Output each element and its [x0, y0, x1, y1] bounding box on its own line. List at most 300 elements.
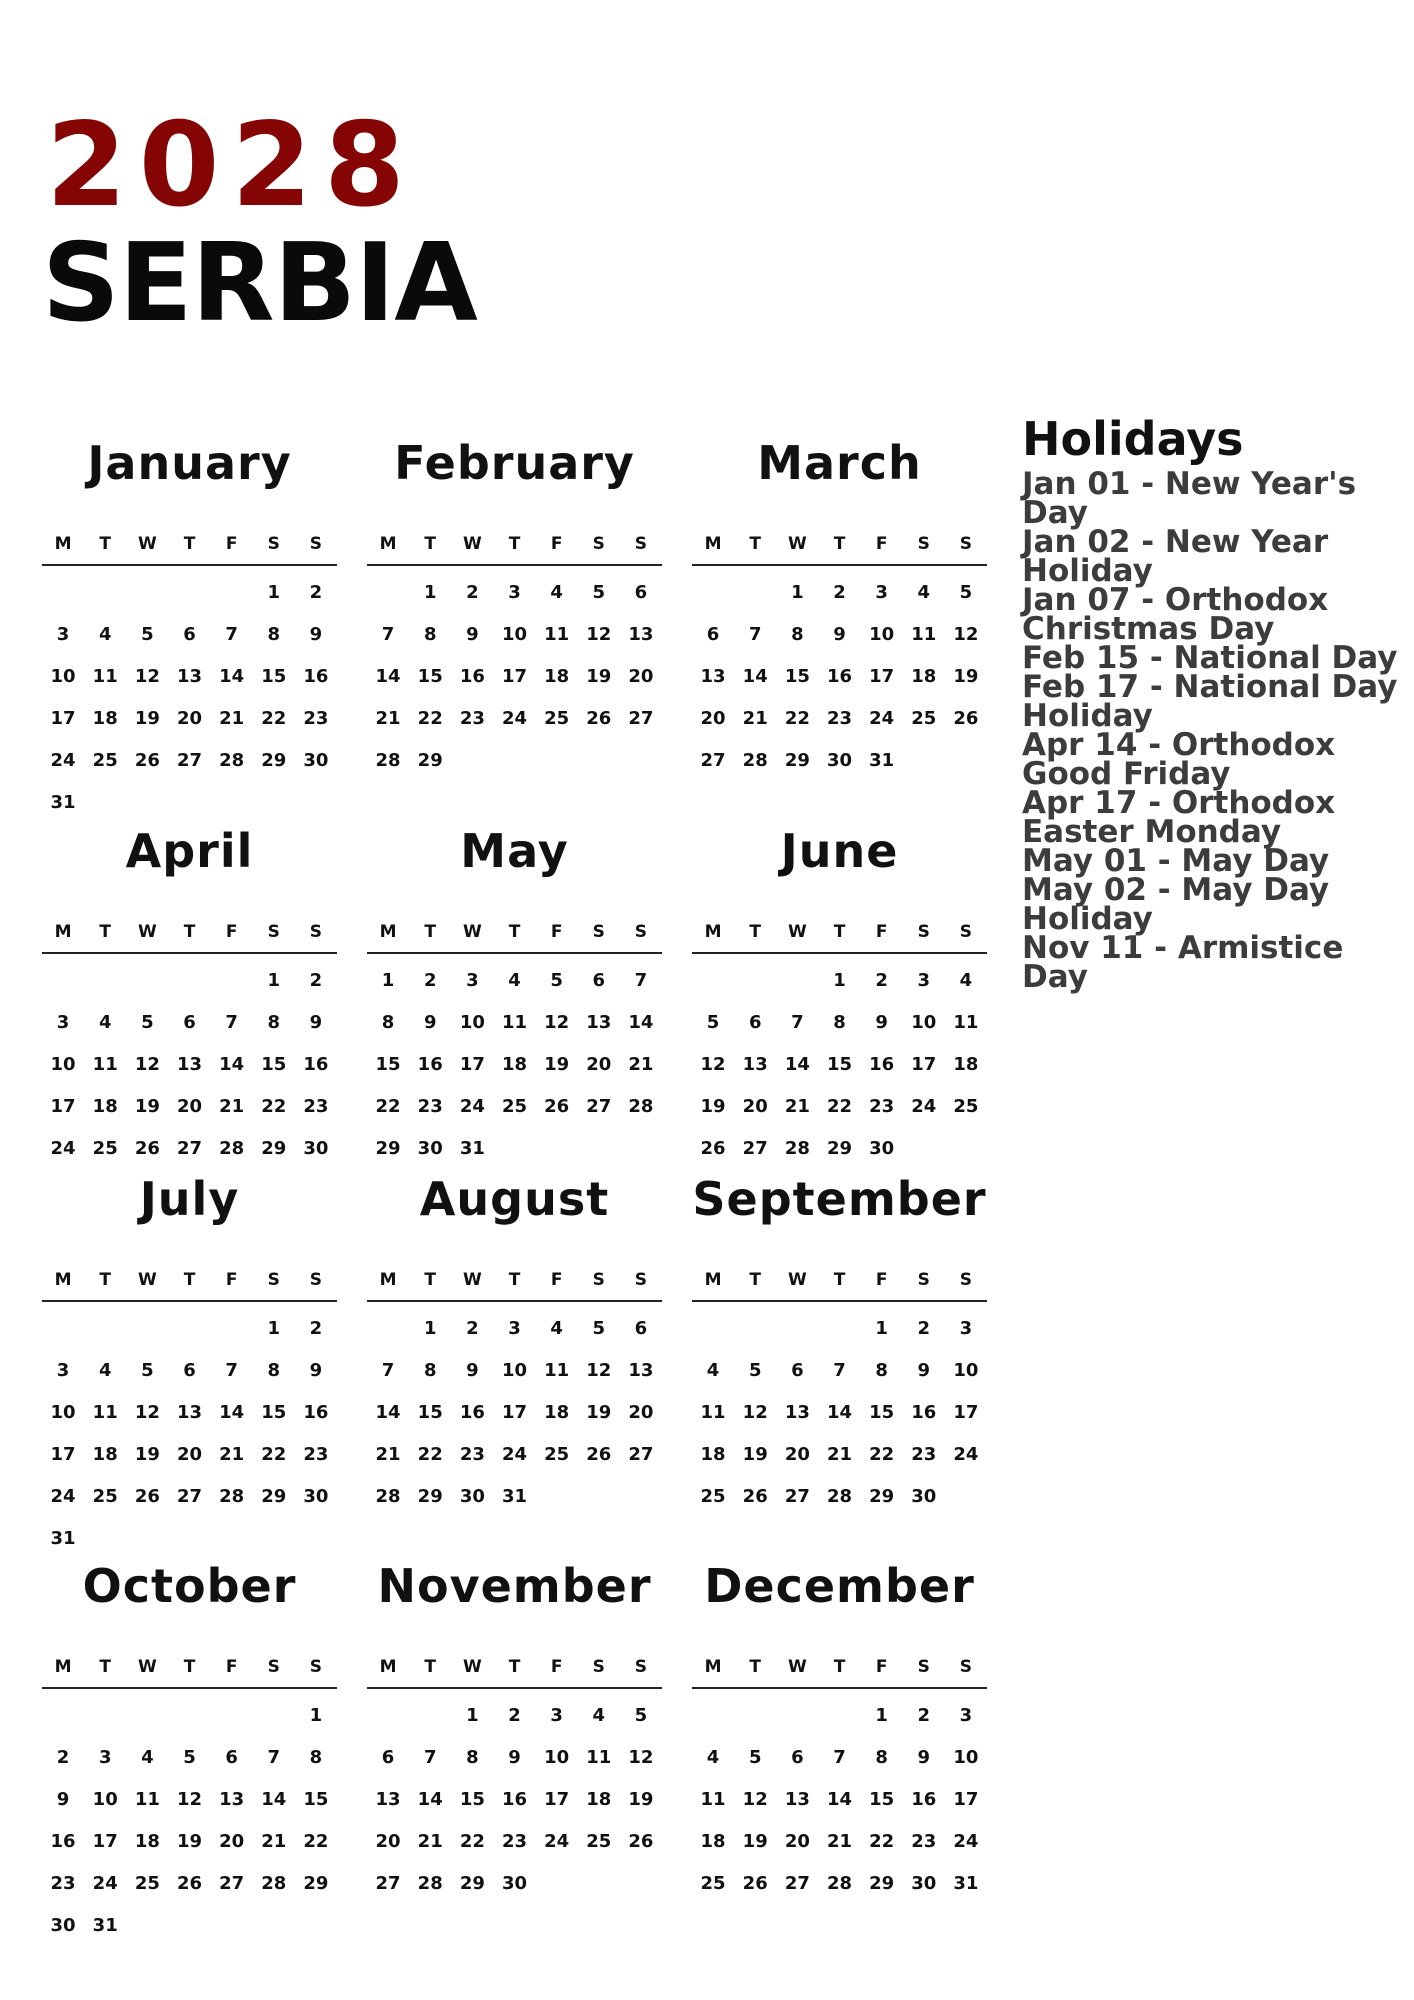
weekday-label: W: [137, 534, 157, 554]
weekday-label: S: [309, 1657, 323, 1677]
day-cell: 22: [869, 1444, 895, 1465]
weekday-label: S: [592, 922, 605, 942]
day-cell: 28: [219, 1138, 245, 1159]
day-cell: 13: [700, 666, 726, 687]
weekday-header: [692, 1657, 987, 1689]
day-cell: 6: [225, 1747, 238, 1768]
empty-day-cell: [211, 1308, 253, 1350]
empty-day-cell: [84, 1308, 126, 1350]
day-cell: 1: [423, 582, 437, 603]
day-cell: 4: [550, 582, 563, 603]
day-cell: 1: [267, 970, 281, 991]
day-cell: 6: [748, 1012, 762, 1033]
day-cell: 15: [869, 1789, 895, 1810]
days-grid: [42, 1308, 337, 1560]
day-cell: 19: [628, 1789, 654, 1810]
day-cell: 8: [267, 1360, 281, 1381]
holiday-item: Feb 17 - National Day Holiday: [1022, 669, 1398, 734]
weekday-label: F: [550, 922, 563, 942]
day-cell: 31: [869, 750, 895, 771]
month-june: [692, 824, 987, 1170]
day-cell: 27: [375, 1873, 401, 1894]
weekday-label: S: [309, 534, 323, 554]
weekday-label: F: [225, 1657, 238, 1677]
day-cell: 26: [742, 1873, 768, 1894]
holidays-title: Holidays: [1022, 412, 1244, 466]
day-cell: 12: [953, 624, 979, 645]
day-cell: 3: [56, 624, 70, 645]
day-cell: 4: [98, 1360, 112, 1381]
weekday-label: S: [267, 534, 280, 554]
day-cell: 12: [742, 1402, 768, 1423]
day-cell: 27: [219, 1873, 245, 1894]
month-july: [42, 1172, 337, 1560]
weekday-header: [692, 1270, 987, 1302]
day-cell: 10: [911, 1012, 937, 1033]
empty-day-cell: [776, 960, 818, 1002]
day-cell: 1: [423, 1318, 437, 1339]
day-cell: 9: [423, 1012, 437, 1033]
day-cell: 7: [634, 970, 648, 991]
day-cell: 30: [911, 1873, 937, 1894]
weekday-label: T: [183, 922, 196, 942]
day-cell: 30: [303, 1138, 329, 1159]
empty-day-cell: [211, 960, 253, 1002]
day-cell: 9: [309, 1012, 323, 1033]
weekday-label: S: [267, 1270, 280, 1290]
day-cell: 3: [466, 970, 479, 991]
day-cell: 20: [784, 1444, 810, 1465]
day-cell: 21: [628, 1054, 654, 1075]
day-cell: 13: [628, 1360, 654, 1381]
day-cell: 17: [911, 1054, 937, 1075]
weekday-label: F: [225, 1270, 238, 1290]
day-cell: 11: [911, 624, 937, 645]
day-cell: 15: [261, 1054, 287, 1075]
day-cell: 10: [50, 1402, 76, 1423]
day-cell: 20: [742, 1096, 768, 1117]
day-cell: 23: [459, 1444, 485, 1465]
day-cell: 14: [628, 1012, 654, 1033]
day-cell: 24: [50, 1138, 76, 1159]
day-cell: 14: [826, 1789, 853, 1810]
day-cell: 9: [309, 1360, 323, 1381]
weekday-label: T: [833, 922, 846, 942]
days-grid: [692, 1308, 987, 1518]
day-cell: 17: [953, 1402, 979, 1423]
day-cell: 25: [134, 1873, 160, 1894]
month-name: February: [394, 436, 635, 490]
month-name: November: [377, 1559, 652, 1613]
day-cell: 26: [586, 1444, 612, 1465]
day-cell: 1: [833, 970, 846, 991]
weekday-label: F: [225, 534, 238, 554]
day-cell: 23: [459, 708, 485, 729]
day-cell: 10: [501, 1360, 528, 1381]
day-cell: 22: [459, 1831, 485, 1852]
weekday-label: T: [424, 1657, 437, 1677]
day-cell: 23: [501, 1831, 528, 1852]
weekday-label: T: [99, 1657, 112, 1677]
weekday-label: M: [54, 534, 72, 554]
day-cell: 26: [700, 1138, 726, 1159]
day-cell: 6: [791, 1360, 804, 1381]
month-name: April: [125, 824, 254, 878]
day-cell: 17: [544, 1789, 570, 1810]
day-cell: 9: [833, 624, 846, 645]
holiday-item: May 01 - May Day: [1022, 843, 1330, 879]
day-cell: 21: [742, 708, 768, 729]
day-cell: 7: [381, 624, 395, 645]
day-cell: 26: [742, 1486, 768, 1507]
weekday-header: [692, 534, 987, 566]
day-cell: 7: [833, 1360, 846, 1381]
weekday-label: S: [309, 922, 323, 942]
day-cell: 7: [225, 1012, 238, 1033]
holiday-item: Apr 17 - Orthodox Easter Monday: [1022, 785, 1336, 850]
empty-day-cell: [692, 960, 734, 1002]
day-cell: 5: [183, 1747, 196, 1768]
days-grid: [692, 572, 987, 782]
day-cell: 30: [501, 1873, 528, 1894]
weekday-label: W: [787, 1657, 807, 1677]
day-cell: 6: [381, 1747, 395, 1768]
month-name: May: [460, 824, 569, 878]
day-cell: 26: [953, 708, 979, 729]
day-cell: 8: [423, 1360, 437, 1381]
day-cell: 5: [959, 582, 973, 603]
day-cell: 19: [742, 1831, 768, 1852]
day-cell: 12: [586, 624, 612, 645]
day-cell: 2: [56, 1747, 70, 1768]
weekday-label: F: [550, 1270, 563, 1290]
day-cell: 31: [459, 1138, 485, 1159]
day-cell: 3: [508, 1318, 521, 1339]
day-cell: 27: [586, 1096, 612, 1117]
day-cell: 14: [417, 1789, 443, 1810]
day-cell: 13: [176, 1402, 203, 1423]
day-cell: 17: [92, 1831, 118, 1852]
day-cell: 31: [50, 1528, 76, 1549]
month-name: September: [692, 1172, 987, 1226]
day-cell: 22: [826, 1096, 853, 1117]
day-cell: 26: [134, 750, 160, 771]
weekday-label: S: [917, 922, 930, 942]
day-cell: 1: [875, 1705, 888, 1726]
day-cell: 8: [875, 1747, 888, 1768]
day-cell: 20: [375, 1831, 401, 1852]
day-cell: 9: [466, 1360, 479, 1381]
day-cell: 17: [953, 1789, 979, 1810]
month-january: [42, 436, 337, 824]
day-cell: 22: [784, 708, 810, 729]
weekday-label: F: [875, 534, 888, 554]
weekday-label: T: [99, 1270, 112, 1290]
day-cell: 5: [592, 1318, 606, 1339]
day-cell: 2: [466, 582, 479, 603]
day-cell: 20: [586, 1054, 612, 1075]
day-cell: 17: [50, 1444, 76, 1465]
day-cell: 18: [586, 1789, 612, 1810]
day-cell: 10: [544, 1747, 570, 1768]
day-cell: 19: [742, 1444, 768, 1465]
day-cell: 8: [875, 1360, 888, 1381]
weekday-label: W: [462, 1270, 482, 1290]
day-cell: 23: [417, 1096, 443, 1117]
weekday-label: T: [99, 534, 112, 554]
day-cell: 17: [501, 1402, 528, 1423]
empty-day-cell: [168, 572, 210, 614]
weekday-label: S: [634, 1270, 648, 1290]
day-cell: 27: [628, 1444, 654, 1465]
day-cell: 6: [634, 582, 648, 603]
weekday-label: S: [917, 534, 930, 554]
day-cell: 24: [459, 1096, 485, 1117]
month-name: December: [704, 1559, 975, 1613]
day-cell: 31: [50, 792, 76, 813]
day-cell: 7: [381, 1360, 395, 1381]
day-cell: 7: [748, 624, 762, 645]
day-cell: 15: [375, 1054, 401, 1075]
month-september: [692, 1172, 987, 1518]
day-cell: 24: [92, 1873, 118, 1894]
weekday-label: W: [462, 922, 482, 942]
day-cell: 2: [917, 1318, 931, 1339]
month-march: [692, 436, 987, 782]
weekday-label: M: [54, 1657, 72, 1677]
weekday-label: F: [550, 534, 563, 554]
day-cell: 16: [459, 666, 485, 687]
empty-day-cell: [168, 1695, 210, 1737]
day-cell: 10: [50, 1054, 76, 1075]
day-cell: 26: [628, 1831, 654, 1852]
day-cell: 26: [586, 708, 612, 729]
weekday-label: W: [137, 1270, 157, 1290]
day-cell: 21: [219, 708, 245, 729]
day-cell: 23: [869, 1096, 895, 1117]
holiday-item: May 02 - May Day Holiday: [1022, 872, 1330, 937]
day-cell: 21: [826, 1444, 853, 1465]
day-cell: 13: [784, 1789, 810, 1810]
day-cell: 3: [917, 970, 931, 991]
weekday-label: S: [592, 534, 605, 554]
day-cell: 15: [784, 666, 810, 687]
weekday-label: M: [379, 534, 397, 554]
day-cell: 11: [953, 1012, 979, 1033]
day-cell: 18: [92, 1444, 118, 1465]
weekday-label: T: [99, 922, 112, 942]
day-cell: 16: [303, 1054, 329, 1075]
weekday-label: W: [137, 1657, 157, 1677]
day-cell: 15: [417, 1402, 443, 1423]
weekday-label: W: [787, 922, 807, 942]
day-cell: 22: [869, 1831, 895, 1852]
day-cell: 29: [303, 1873, 329, 1894]
day-cell: 5: [141, 1360, 154, 1381]
weekday-header: [367, 1270, 662, 1302]
day-cell: 10: [501, 624, 528, 645]
month-april: [42, 824, 337, 1170]
day-cell: 14: [375, 1402, 401, 1423]
days-grid: [42, 1695, 337, 1947]
day-cell: 27: [176, 1138, 203, 1159]
day-cell: 27: [784, 1486, 810, 1507]
weekday-label: T: [508, 922, 521, 942]
day-cell: 27: [176, 750, 203, 771]
day-cell: 5: [748, 1747, 762, 1768]
day-cell: 20: [628, 1402, 654, 1423]
day-cell: 11: [134, 1789, 160, 1810]
day-cell: 28: [219, 750, 245, 771]
day-cell: 14: [219, 1054, 245, 1075]
day-cell: 23: [911, 1444, 937, 1465]
day-cell: 6: [183, 1012, 196, 1033]
holiday-item: Apr 14 - Orthodox Good Friday: [1022, 727, 1336, 792]
day-cell: 25: [700, 1486, 726, 1507]
day-cell: 11: [700, 1402, 726, 1423]
day-cell: 23: [303, 708, 329, 729]
day-cell: 16: [459, 1402, 485, 1423]
day-cell: 12: [176, 1789, 203, 1810]
holiday-item: Jan 07 - Orthodox Christmas Day: [1022, 582, 1329, 647]
days-grid: [692, 960, 987, 1170]
weekday-label: S: [634, 922, 648, 942]
day-cell: 10: [459, 1012, 485, 1033]
day-cell: 25: [92, 1138, 118, 1159]
day-cell: 28: [219, 1486, 245, 1507]
day-cell: 21: [784, 1096, 810, 1117]
weekday-label: F: [875, 1657, 888, 1677]
weekday-label: T: [183, 1270, 196, 1290]
day-cell: 27: [784, 1873, 810, 1894]
day-cell: 25: [586, 1831, 612, 1852]
day-cell: 15: [261, 666, 287, 687]
day-cell: 29: [826, 1138, 853, 1159]
empty-day-cell: [367, 1695, 409, 1737]
day-cell: 19: [134, 1444, 160, 1465]
day-cell: 15: [303, 1789, 329, 1810]
holidays-panel: [1022, 412, 1402, 995]
day-cell: 13: [586, 1012, 612, 1033]
empty-day-cell: [367, 572, 409, 614]
day-cell: 1: [267, 582, 281, 603]
day-cell: 15: [869, 1402, 895, 1423]
day-cell: 6: [183, 1360, 196, 1381]
day-cell: 18: [544, 1402, 570, 1423]
day-cell: 2: [508, 1705, 521, 1726]
day-cell: 28: [742, 750, 768, 771]
day-cell: 12: [134, 1054, 160, 1075]
day-cell: 31: [953, 1873, 979, 1894]
day-cell: 6: [791, 1747, 804, 1768]
day-cell: 25: [544, 1444, 570, 1465]
weekday-label: T: [424, 922, 437, 942]
weekday-label: T: [183, 534, 196, 554]
empty-day-cell: [126, 960, 168, 1002]
weekday-label: W: [137, 922, 157, 942]
day-cell: 5: [706, 1012, 720, 1033]
day-cell: 1: [381, 970, 395, 991]
day-cell: 2: [875, 970, 888, 991]
weekday-label: S: [959, 1657, 973, 1677]
weekday-label: M: [704, 922, 722, 942]
day-cell: 4: [706, 1360, 720, 1381]
day-cell: 3: [875, 582, 888, 603]
weekday-label: F: [225, 922, 238, 942]
weekday-label: S: [917, 1657, 930, 1677]
day-cell: 25: [501, 1096, 528, 1117]
day-cell: 1: [466, 1705, 479, 1726]
day-cell: 4: [550, 1318, 563, 1339]
weekday-label: F: [550, 1657, 563, 1677]
day-cell: 8: [466, 1747, 479, 1768]
holiday-item: Nov 11 - Armistice Day: [1022, 930, 1344, 995]
day-cell: 30: [826, 750, 853, 771]
day-cell: 4: [508, 970, 521, 991]
days-grid: [367, 572, 662, 782]
weekday-label: S: [959, 534, 973, 554]
day-cell: 25: [953, 1096, 979, 1117]
weekday-label: M: [704, 1657, 722, 1677]
day-cell: 29: [261, 1486, 287, 1507]
day-cell: 4: [959, 970, 973, 991]
day-cell: 28: [261, 1873, 287, 1894]
day-cell: 7: [267, 1747, 281, 1768]
day-cell: 3: [959, 1318, 973, 1339]
day-cell: 16: [417, 1054, 443, 1075]
day-cell: 7: [791, 1012, 804, 1033]
weekday-label: T: [424, 534, 437, 554]
day-cell: 21: [375, 1444, 401, 1465]
day-cell: 1: [309, 1705, 323, 1726]
day-cell: 26: [544, 1096, 570, 1117]
holiday-item: Feb 15 - National Day: [1022, 640, 1398, 676]
weekday-label: T: [833, 1657, 846, 1677]
day-cell: 28: [826, 1873, 853, 1894]
day-cell: 29: [784, 750, 810, 771]
day-cell: 13: [176, 666, 203, 687]
day-cell: 28: [375, 750, 401, 771]
day-cell: 15: [459, 1789, 485, 1810]
day-cell: 28: [417, 1873, 443, 1894]
month-october: [42, 1559, 337, 1947]
day-cell: 10: [92, 1789, 118, 1810]
empty-day-cell: [126, 572, 168, 614]
day-cell: 17: [869, 666, 895, 687]
day-cell: 4: [917, 582, 931, 603]
day-cell: 2: [833, 582, 846, 603]
day-cell: 16: [50, 1831, 76, 1852]
day-cell: 30: [303, 750, 329, 771]
day-cell: 3: [959, 1705, 973, 1726]
day-cell: 7: [225, 1360, 238, 1381]
day-cell: 29: [869, 1873, 895, 1894]
day-cell: 21: [417, 1831, 443, 1852]
day-cell: 24: [50, 750, 76, 771]
day-cell: 17: [459, 1054, 485, 1075]
day-cell: 29: [375, 1138, 401, 1159]
day-cell: 5: [550, 970, 563, 991]
day-cell: 18: [953, 1054, 979, 1075]
day-cell: 9: [917, 1360, 931, 1381]
month-august: [367, 1172, 662, 1518]
day-cell: 19: [134, 708, 160, 729]
day-cell: 20: [784, 1831, 810, 1852]
empty-day-cell: [126, 1695, 168, 1737]
day-cell: 2: [423, 970, 437, 991]
day-cell: 11: [92, 1054, 118, 1075]
day-cell: 24: [501, 1444, 528, 1465]
